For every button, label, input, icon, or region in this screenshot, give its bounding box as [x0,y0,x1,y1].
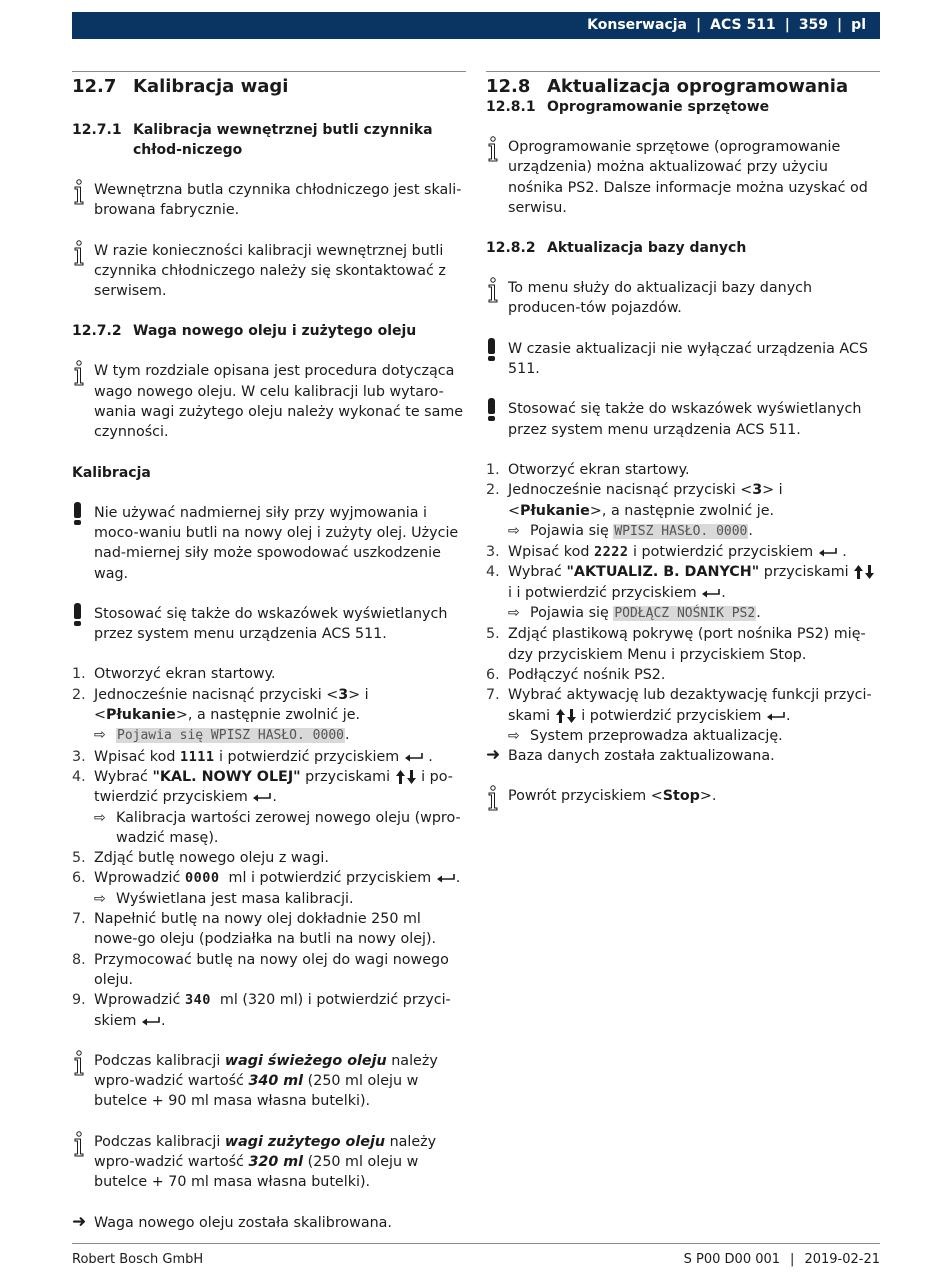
section-heading-12-7: 12.7 Kalibracja wagi [72,76,289,97]
subsection-heading-12-7-1: 12.7.1 Kalibracja wewnętrznej butli czynnika chłod-niczego [72,122,433,158]
info-icon [72,1132,94,1193]
list-item: 1. Otworzyć ekran startowy. [72,666,276,683]
footer-date: 2019-02-21 [804,1252,880,1267]
list-item: 3. Wpisać kod 1111 i potwierdzić przyciskiem . [72,748,433,765]
result-arrow-icon: ⇨ [508,727,520,744]
result-arrow-icon: ⇨ [508,605,520,622]
warning-note: Stosować się także do wskazówek wyświetlanych przez system menu urządzenia ACS 511. [486,399,880,440]
arrow-up-icon [555,708,566,724]
section-heading-12-8: 12.8 Aktualizacja oprogramowania [486,76,849,97]
list-item: 7. Napełnić butlę na nowy olej dokładnie 250 ml nowe-go oleju (podziałka na butli na nowy olej). [72,911,437,948]
footer-doc-number: S P00 D00 001 [683,1252,781,1267]
arrow-up-icon [395,769,406,785]
left-column [72,71,466,1233]
result-item: ⇨ Pojawia się WPISZ HASŁO. 0000. [486,521,880,542]
warning-note: W czasie aktualizacji nie wyłączać urządzenia ACS 511. [486,339,880,380]
result-final-arrow-icon: ➜ [486,745,501,766]
list-item: 6. Podłączyć nośnik PS2. [486,666,666,683]
enter-key-icon [701,588,721,598]
arrow-down-icon [864,564,875,580]
list-item: 7. Wybrać aktywację lub dezaktywację funkcji przyci-skami i potwierdzić przyciskiem . [486,687,872,724]
enter-key-icon [436,873,456,883]
info-note: W razie konieczności kalibracji wewnętrznej butli czynnika chłodniczego należy się skontaktować z serwisem. [72,241,466,302]
list-item: 2. Jednocześnie nacisnąć przyciski <3> i <Płukanie>, a następnie zwolnić je. [486,482,783,519]
info-note: Oprogramowanie sprzętowe (oprogramowanie urządzenia) można aktualizować przy użyciu nośnika PS2. Dalsze informacje można uzyskać od serwisu. [486,137,880,218]
result-item: ⇨ Wyświetlana jest masa kalibracji. [72,889,466,909]
header-product: ACS 511 [710,17,776,33]
info-icon [486,786,508,806]
arrow-up-icon [853,564,864,580]
display-text: Pojawia się WPISZ HASŁO. 0000 [117,728,344,744]
list-item: 5. Zdjąć butlę nowego oleju z wagi. [72,850,329,867]
list-item: 6. Wprowadzić 0000 ml i potwierdzić przyciskiem . [72,870,461,887]
page-header: Konserwacja | ACS 511 | 359 | pl [72,12,880,39]
info-icon [72,361,94,442]
final-result: ➜ Baza danych została zaktualizowana. [486,745,775,766]
info-icon [486,278,508,319]
list-item: 8. Przymocować butlę na nowy olej do wagi nowego oleju. [72,951,449,988]
info-icon [72,1051,94,1112]
heading-kalibracja: Kalibracja [72,464,151,481]
result-item: ⇨ Pojawia się WPISZ HASŁO. 0000. [72,725,466,746]
enter-key-icon [252,792,272,802]
subsection-heading-12-8-2: 12.8.2 Aktualizacja bazy danych [486,240,747,257]
info-note: To menu służy do aktualizacji bazy danych producen-tów pojazdów. [486,278,880,319]
info-note: Powrót przyciskiem <Stop>. [486,786,880,806]
warning-icon [486,399,508,440]
list-item: 1. Otworzyć ekran startowy. [486,461,690,478]
info-icon [72,180,94,221]
list-item: 4. Wybrać "KAL. NOWY OLEJ" przyciskami i po-twierdzić przyciskiem . [72,768,453,806]
warning-note: Stosować się także do wskazówek wyświetlanych przez system menu urządzenia ACS 511. [72,604,466,645]
header-language: pl [851,17,866,33]
footer-company: Robert Bosch GmbH [72,1252,204,1267]
result-item: ⇨ Kalibracja wartości zerowej nowego oleju (wpro-wadzić masę). [72,808,466,849]
result-final-arrow-icon: ➜ [72,1211,87,1232]
enter-key-icon [404,752,424,762]
list-item: 3. Wpisać kod 2222 i potwierdzić przyciskiem . [486,544,847,561]
info-note: Podczas kalibracji wagi zużytego oleju należy wpro-wadzić wartość 320 ml (250 ml oleju w butelce + 70 ml masa własna butelki). [72,1132,466,1193]
arrow-down-icon [566,708,577,724]
warning-note: Nie używać nadmiernej siły przy wyjmowania i moco-waniu butli na nowy olej i zużyty olej. Użycie nad-miernej siły może spowodować uszkodzenie wag. [72,503,466,584]
result-arrow-icon: ⇨ [94,727,106,744]
display-text: PODŁĄCZ NOŚNIK PS2 [614,606,756,622]
warning-icon [72,503,94,584]
header-section: Konserwacja [587,17,687,33]
info-note: Wewnętrzna butla czynnika chłodniczego jest skali-browana fabrycznie. [72,180,466,221]
enter-key-icon [141,1016,161,1026]
info-icon [72,241,94,302]
header-page-number: 359 [798,17,829,33]
list-item: 4. Wybrać "AKTUALIZ. B. DANYCH" przyciskami i i potwierdzić przyciskiem . [486,562,880,603]
result-item: ⇨ Pojawia się PODŁĄCZ NOŚNIK PS2. [486,603,880,624]
result-arrow-icon: ⇨ [508,522,520,539]
result-arrow-icon: ⇨ [94,809,106,826]
info-note: W tym rozdziale opisana jest procedura dotycząca wago nowego oleju. W celu kalibracji lub wytaro-wania wagi zużytego oleju należy wykonać te same czynności. [72,361,466,442]
warning-icon [486,339,508,380]
result-arrow-icon: ⇨ [94,890,106,907]
enter-key-icon [766,711,786,721]
list-item: 5. Zdjąć plastikową pokrywę (port nośnika PS2) mię-dzy przyciskiem Menu i przyciskiem Stop. [486,626,866,663]
arrow-down-icon [406,769,417,785]
list-item: 2. Jednocześnie nacisnąć przyciski <3> i <Płukanie>, a następnie zwolnić je. [72,686,369,724]
list-item: 9. Wprowadzić 340 ml (320 ml) i potwierdzić przyci-skiem . [72,992,451,1029]
page-footer: Robert Bosch GmbH S P00 D00 001 | 2019-02-21 [72,1243,880,1244]
subsection-heading-12-8-1: 12.8.1 Oprogramowanie sprzętowe [486,99,770,115]
display-text: WPISZ HASŁO. 0000 [614,523,748,539]
final-result: ➜ Waga nowego oleju została skalibrowana. [72,1211,392,1232]
info-note: Podczas kalibracji wagi świeżego oleju należy wpro-wadzić wartość 340 ml (250 ml oleju w butelce + 90 ml masa własna butelki). [72,1051,466,1112]
enter-key-icon [818,547,838,557]
result-item: ⇨ System przeprowadza aktualizację. [486,726,880,746]
warning-icon [72,604,94,645]
subsection-heading-12-7-2: 12.7.2 Waga nowego oleju i zużytego oleju [72,323,417,340]
info-icon [486,137,508,218]
right-column [486,71,880,807]
